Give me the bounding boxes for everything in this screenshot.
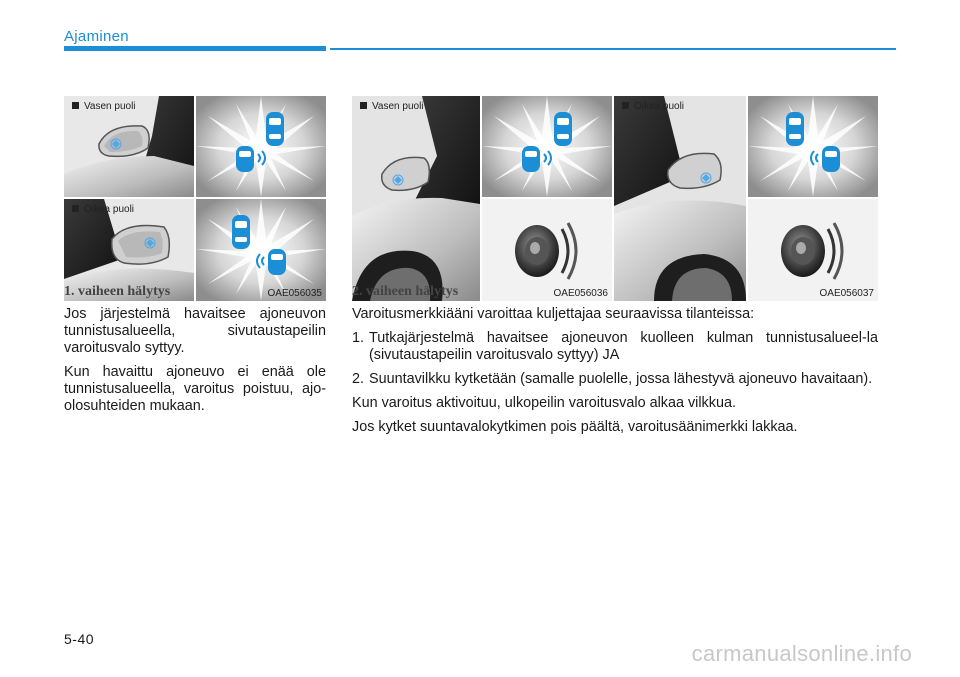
panel-label: Vasen puoli — [360, 101, 424, 112]
car-right-photo — [614, 96, 746, 301]
approaching-car-icon — [522, 146, 540, 172]
panel-label: Oikea puoli — [72, 204, 134, 215]
stage2-paragraph: Jos kytket suuntavalokytkimen pois päältä, varoitusäänimerkki lakkaa. — [352, 419, 798, 435]
list-item-number: 2. — [352, 371, 365, 387]
list-item-number: 1. — [352, 330, 365, 346]
detection-diagram-left — [482, 96, 612, 197]
header-rule-thin — [330, 48, 896, 50]
panel-label: Oikea puoli — [622, 101, 684, 112]
watermark: carmanualsonline.info — [691, 641, 912, 666]
stage2-paragraph: Kun varoitus aktivoituu, ulkopeilin varoitusvalo alkaa vilkkua. — [352, 395, 736, 411]
figure-code: OAE056037 — [819, 288, 874, 299]
stage2-intro: Varoitusmerkkiääni varoittaa kuljettajaa seuraavissa tilanteissa: — [352, 306, 755, 322]
stage1-heading: 1. vaiheen hälytys — [64, 284, 171, 299]
stage1-paragraph: Jos järjestelmä havaitsee ajoneuvon tunnistusalueella, sivutaustapeilin varoitusvalo syttyy. — [64, 306, 326, 356]
mirror-left-photo — [64, 96, 194, 197]
figure-code: OAE056035 — [267, 288, 322, 299]
host-car-icon — [786, 112, 804, 146]
list-item — [352, 330, 878, 364]
list-item — [352, 371, 878, 388]
mirror-warning-light-icon — [145, 238, 155, 248]
detection-diagram-left — [196, 96, 326, 197]
car-left-photo — [352, 96, 480, 301]
approaching-car-icon — [268, 249, 286, 275]
mirror-warning-light-icon — [111, 139, 121, 149]
stage1-paragraph: Kun havaittu ajoneuvo ei enää ole tunnistusalueella, varoitus poistuu, ajo-olosuhteiden mukaan. — [64, 364, 326, 414]
host-car-icon — [266, 112, 284, 146]
mirror-warning-light-icon — [393, 175, 403, 185]
list-item-text: Tutkajärjestelmä havaitsee ajoneuvon kuolleen kulman tunnistusalueel-la (sivutaustapeilin varoitusvalo syttyy) JA — [369, 330, 878, 363]
list-item-text: Suuntavilkku kytketään (samalle puolelle, jossa lähestyvä ajoneuvo havaitaan). — [369, 371, 873, 387]
header-rule-thick — [64, 46, 326, 51]
stage1-section — [64, 284, 326, 422]
detection-diagram-right — [748, 96, 878, 197]
page-number: 5-40 — [64, 631, 95, 647]
stage2-heading: 2. vaiheen hälytys — [352, 284, 459, 299]
approaching-car-icon — [822, 146, 840, 172]
figure-code: OAE056036 — [553, 288, 608, 299]
host-car-icon — [232, 215, 250, 249]
mirror-warning-light-icon — [701, 173, 711, 183]
host-car-icon — [554, 112, 572, 146]
section-title: Ajaminen — [64, 28, 129, 45]
panel-label: Vasen puoli — [72, 101, 136, 112]
approaching-car-icon — [236, 146, 254, 172]
stage2-section — [352, 284, 878, 443]
